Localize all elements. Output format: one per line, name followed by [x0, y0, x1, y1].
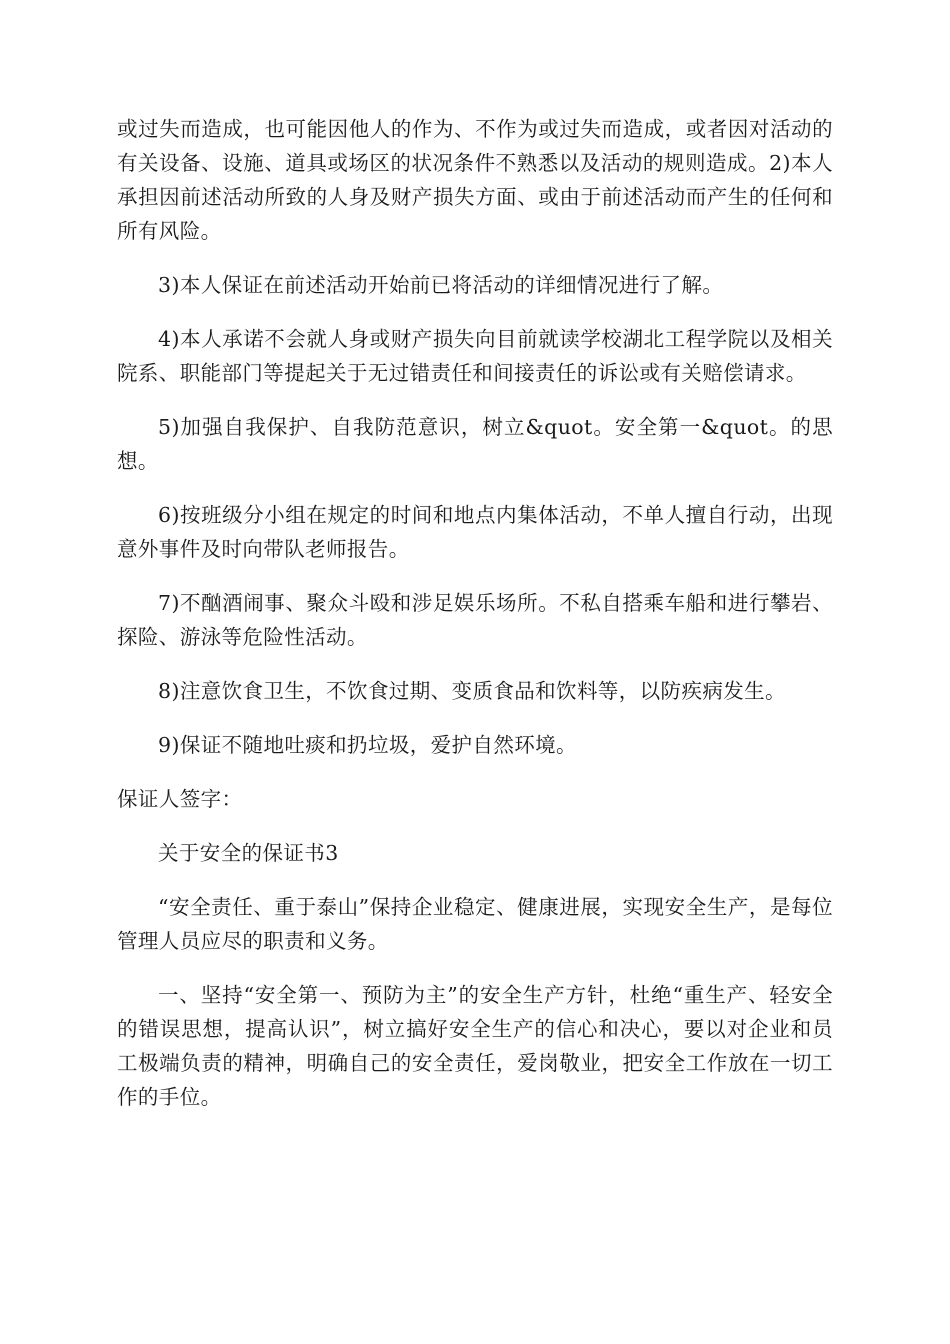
- section-title: 关于安全的保证书3: [158, 841, 339, 865]
- paragraph-item-8: 8)注意饮食卫生，不饮食过期、变质食品和饮料等，以防疾病发生。: [158, 679, 786, 703]
- paragraph-item-7: 7)不酗酒闹事、聚众斗殴和涉足娱乐场所。不私自搭乘车船和进行攀岩、探险、游泳等危险性活动。: [117, 591, 833, 649]
- paragraph-item-6: 6)按班级分小组在规定的时间和地点内集体活动，不单人擅自行动，出现意外事件及时向带队老师报告。: [117, 503, 833, 561]
- paragraph-continuation-2: 或过失而造成，也可能因他人的作为、不作为或过失而造成，或者因对活动的有关设备、设施、道具或场区的状况条件不熟悉以及活动的规则造成。2)本人承担因前述活动所致的人身及财产损失方面、或由于前述活动而产生的任何和所有风险。: [117, 117, 833, 243]
- paragraph-item-3: 3)本人保证在前述活动开始前已将活动的详细情况进行了解。: [158, 273, 724, 297]
- paragraph-item-5: 5)加强自我保护、自我防范意识，树立&quot。安全第一&quot。的思想。: [117, 415, 833, 473]
- paragraph-point-1: 一、坚持“安全第一、预防为主”的安全生产方针，杜绝“重生产、轻安全的错误思想，提高认识”，树立搞好安全生产的信心和决心，要以对企业和员工极端负责的精神，明确自己的安全责任，爱岗敬业，把安全工作放在一切工作的手位。: [117, 983, 833, 1109]
- paragraph-item-9: 9)保证不随地吐痰和扔垃圾，爱护自然环境。: [158, 733, 577, 757]
- signature-line: 保证人签字：: [117, 787, 243, 811]
- paragraph-intro: “安全责任、重于泰山”保持企业稳定、健康进展，实现安全生产，是每位管理人员应尽的职责和义务。: [117, 895, 833, 953]
- paragraph-item-4: 4)本人承诺不会就人身或财产损失向目前就读学校湖北工程学院以及相关院系、职能部门等提起关于无过错责任和间接责任的诉讼或有关赔偿请求。: [117, 327, 833, 385]
- document-body: [117, 112, 833, 1114]
